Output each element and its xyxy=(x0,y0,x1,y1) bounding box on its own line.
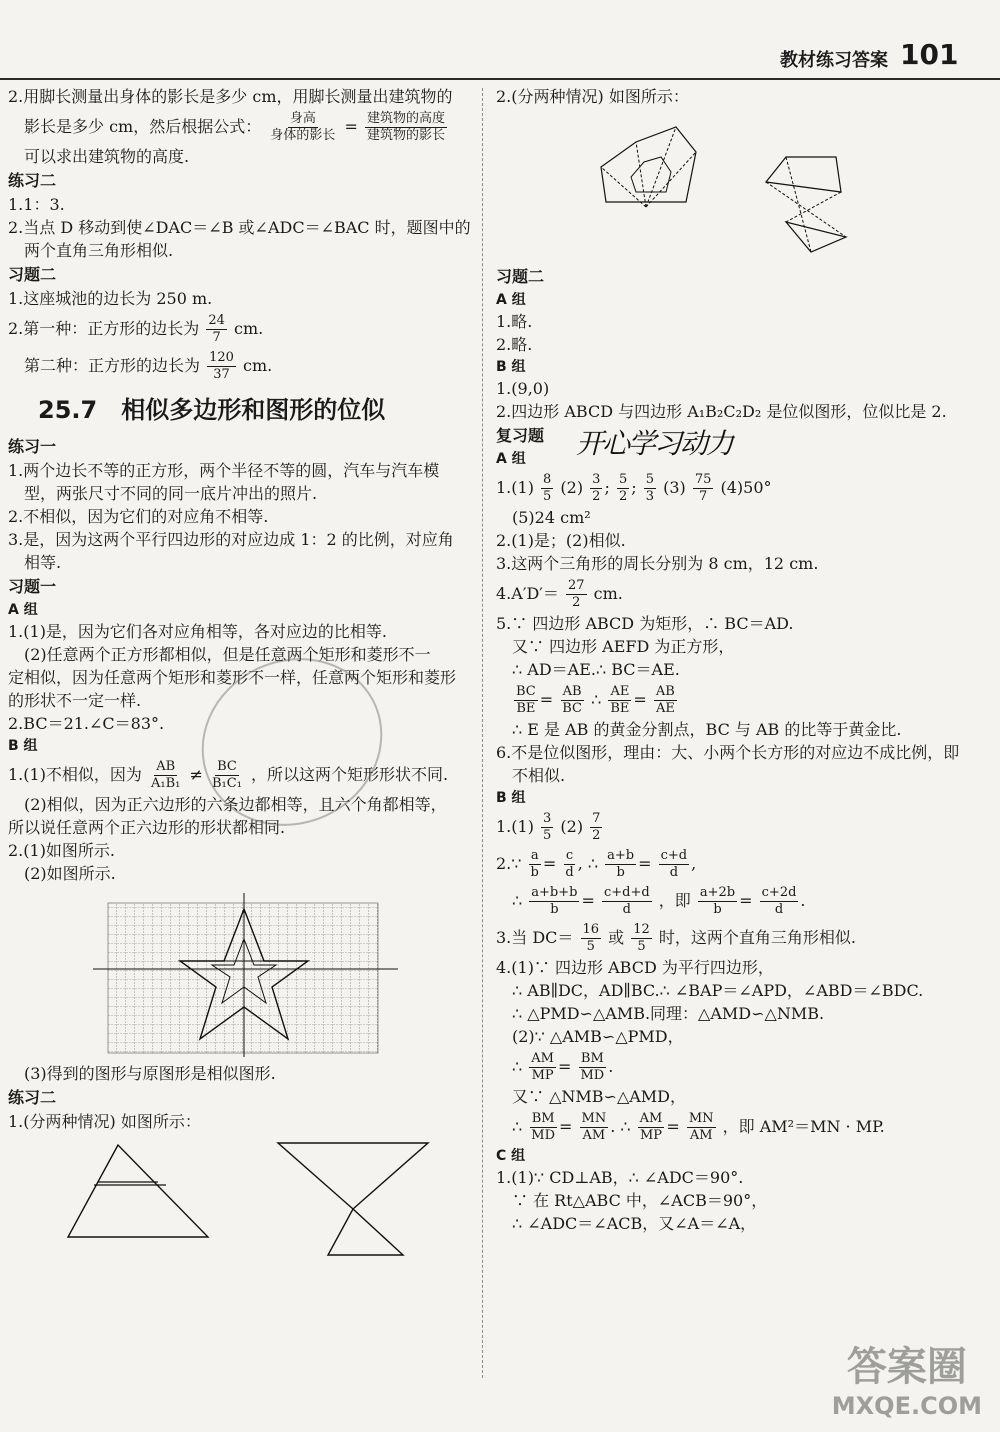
text-line: ∴ AD＝AE.∴ BC＝AE. xyxy=(512,660,680,679)
heading: 复习题 xyxy=(496,426,545,445)
heading: 练习二 xyxy=(8,1088,57,1107)
text-line: (2)∵ △AMB∽△PMD， xyxy=(512,1027,684,1046)
text-line: 又∵ 四边形 AEFD 为正方形， xyxy=(512,637,735,656)
text-line: 又∵ △NMB∽△AMD， xyxy=(512,1087,687,1106)
formula-line: 1.(1) $\frac{3}{5}$ (2) $\frac{7}{2}$ xyxy=(496,811,601,843)
header-rule xyxy=(0,78,1000,80)
text-line: 不相似. xyxy=(512,766,566,785)
text-line: 2.(分两种情况) 如图所示： xyxy=(496,87,689,106)
heading: 习题二 xyxy=(496,267,545,286)
text-line: 2.用脚长测量出身体的影长是多少 cm，用脚长测量出建筑物的 xyxy=(8,87,453,106)
text-line: ∴ △PMD∽△AMB.同理：△AMD∽△NMB. xyxy=(512,1004,825,1023)
text-line: 1.两个边长不等的正方形，两个半径不等的圆，汽车与汽车模 xyxy=(8,461,440,480)
text-line: ∴ AB∥DC，AD∥BC.∴ ∠BAP＝∠APD，∠ABD＝∠BDC. xyxy=(512,981,924,1000)
fraction: $\frac{\text{身高}}{\text{身体的影长}}$ xyxy=(270,111,336,143)
text-line: 2.(1)如图所示. xyxy=(8,841,116,860)
text-line: (5)24 cm² xyxy=(512,508,591,527)
text-line: 1.(9,0) xyxy=(496,379,550,398)
group-label: A 组 xyxy=(8,602,38,618)
group-label: A 组 xyxy=(496,451,526,467)
text-line: 2.不相似，因为它们的对应角不相等. xyxy=(8,507,269,526)
corner-watermark: 答案圈 MXQE.COM xyxy=(831,1344,982,1420)
fraction: $\frac{\text{建筑物的高度}}{\text{建筑物的影长}}$ xyxy=(366,111,445,143)
heading: 练习二 xyxy=(8,171,57,190)
text-line: 1.这座城池的边长为 250 m. xyxy=(8,289,213,308)
text-line: ∴ ∠ADC＝∠ACB，又∠A＝∠A， xyxy=(512,1214,757,1233)
text-line: 2.BC＝21.∠C＝83°. xyxy=(8,714,165,733)
right-column xyxy=(496,85,966,1236)
text-line: 3.是，因为这两个平行四边形的对应边成 1：2 的比例，对应角 xyxy=(8,530,454,549)
formula-line: $\frac{BC}{BE}$ = $\frac{AB}{BC}$ ∴ $\frac{AE}{BE}$ = $\frac{AB}{AE}$ xyxy=(516,684,675,716)
text-line: 所以说任意两个正六边形的形状都相同. xyxy=(8,818,286,837)
heading: 习题一 xyxy=(8,577,57,596)
text-line: 2.当点 D 移动到使∠DAC＝∠B 或∠ADC＝∠BAC 时，题图中的 xyxy=(8,218,471,237)
text-line: 3.这两个三角形的周长分别为 8 cm，12 cm. xyxy=(496,554,819,573)
group-label: B 组 xyxy=(496,790,526,806)
header-label: 教材练习答案 xyxy=(780,50,888,71)
text-line: ∴ E 是 AB 的黄金分割点，BC 与 AB 的比等于黄金比. xyxy=(512,720,902,739)
text-line: 2.四边形 ABCD 与四边形 A₁B₂C₂D₂ 是位似图形，位似比是 2. xyxy=(496,402,947,421)
text-line: 2.(1)是；(2)相似. xyxy=(496,531,626,550)
text-line: 2.略. xyxy=(496,335,533,354)
formula-line: 3.当 DC＝ $\frac{16}{5}$ 或 $\frac{12}{5}$ 时，这两个直角三角形相似. xyxy=(496,922,857,954)
text-line: 1.(分两种情况) 如图所示： xyxy=(8,1112,201,1131)
text-line: 4.(1)∵ 四边形 ABCD 为平行四边形， xyxy=(496,958,774,977)
text-line: 型，两张尺寸不同的同一底片冲出的照片. xyxy=(24,484,318,503)
formula-line: 2.第一种：正方形的边长为 $\frac{24}{7}$ cm. xyxy=(8,313,264,345)
group-label: C 组 xyxy=(496,1148,526,1164)
triangle-figures xyxy=(8,1137,468,1267)
heading: 练习一 xyxy=(8,437,57,456)
text-line: (2)如图所示. xyxy=(24,864,116,883)
formula-line: ∴ $\frac{a+b+b}{b}$ = $\frac{c+d+d}{d}$ ，即 $\frac{a+2b}{b}$ = $\frac{c+2d}{d}$ . xyxy=(512,885,806,917)
text-line: 可以求出建筑物的高度. xyxy=(24,147,190,166)
heading: 习题二 xyxy=(8,265,57,284)
text-line: (2)任意两个正方形都相似，但是任意两个矩形和菱形不一 xyxy=(24,645,431,664)
group-label: A 组 xyxy=(496,292,526,308)
text-line: 定相似，因为任意两个矩形和菱形不一样，任意两个矩形和菱形 xyxy=(8,668,457,687)
text-line: (2)相似，因为正六边形的六条边都相等，且六个角都相等， xyxy=(24,795,447,814)
formula-line: ∴ $\frac{AM}{MP}$ = $\frac{BM}{MD}$ . xyxy=(512,1051,614,1083)
text-line: 的形状不一定一样. xyxy=(8,691,142,710)
text-line: 5.∵ 四边形 ABCD 为矩形，∴ BC＝AD. xyxy=(496,614,794,633)
column-divider xyxy=(482,88,483,1378)
text-line: 1.(1)是，因为它们各对应角相等，各对应边的比相等. xyxy=(8,622,388,641)
formula-line: 影长是多少 cm，然后根据公式： $\frac{\text{身高}}{\text{身体的影长}}$ = $\frac{\text{建筑物的高度}}{\text{建筑物的影长}}$ xyxy=(24,111,445,143)
handwritten-note: 开心学习动力 xyxy=(576,427,733,460)
grid-star-figure xyxy=(8,889,468,1059)
text-line: (3)得到的图形与原图形是相似图形. xyxy=(24,1064,276,1083)
formula-line: 第二种：正方形的边长为 $\frac{120}{37}$ cm. xyxy=(24,350,273,382)
formula-line: 2.∵ $\frac{a}{b}$ = $\frac{c}{d}$ , ∴ $\frac{a+b}{b}$ = $\frac{c+d}{d}$ , xyxy=(496,848,697,880)
group-label: B 组 xyxy=(8,738,38,754)
formula-line: 4.A′D′＝ $\frac{27}{2}$ cm. xyxy=(496,578,623,610)
formula-line: 1.(1) $\frac{8}{5}$ (2) $\frac{3}{2}$ ; $\frac{5}{2}$ ; $\frac{5}{3}$ (3) $\frac{75}{7}$ (4)50° xyxy=(496,472,772,504)
text-line: 1.(1)∵ CD⊥AB，∴ ∠ADC＝90°. xyxy=(496,1168,744,1187)
text-line: 相等. xyxy=(24,553,62,572)
group-label: B 组 xyxy=(496,359,526,375)
section-title: 25.7 相似多边形和图形的位似 xyxy=(38,396,386,424)
text-line: ∵ 在 Rt△ABC 中，∠ACB＝90°， xyxy=(512,1191,768,1210)
page-number: 101 xyxy=(900,38,959,71)
text-line: 两个直角三角形相似. xyxy=(24,241,174,260)
text-line: 1.略. xyxy=(496,312,533,331)
homothety-figures xyxy=(496,112,966,262)
text-line: 1.1：3. xyxy=(8,195,65,214)
text-line: 6.不是位似图形，理由：大、小两个长方形的对应边不成比例，即 xyxy=(496,743,960,762)
formula-line: 1.(1)不相似，因为 $\frac{AB}{\text{A₁B₁}}$ ≠ $\frac{BC}{\text{B₁C₁}}$ ，所以这两个矩形形状不同. xyxy=(8,759,449,791)
formula-line: ∴ $\frac{BM}{MD}$ = $\frac{MN}{AM}$ . ∴ $\frac{AM}{MP}$ = $\frac{MN}{AM}$ ，即 AM²＝MN · MP. xyxy=(512,1111,885,1143)
